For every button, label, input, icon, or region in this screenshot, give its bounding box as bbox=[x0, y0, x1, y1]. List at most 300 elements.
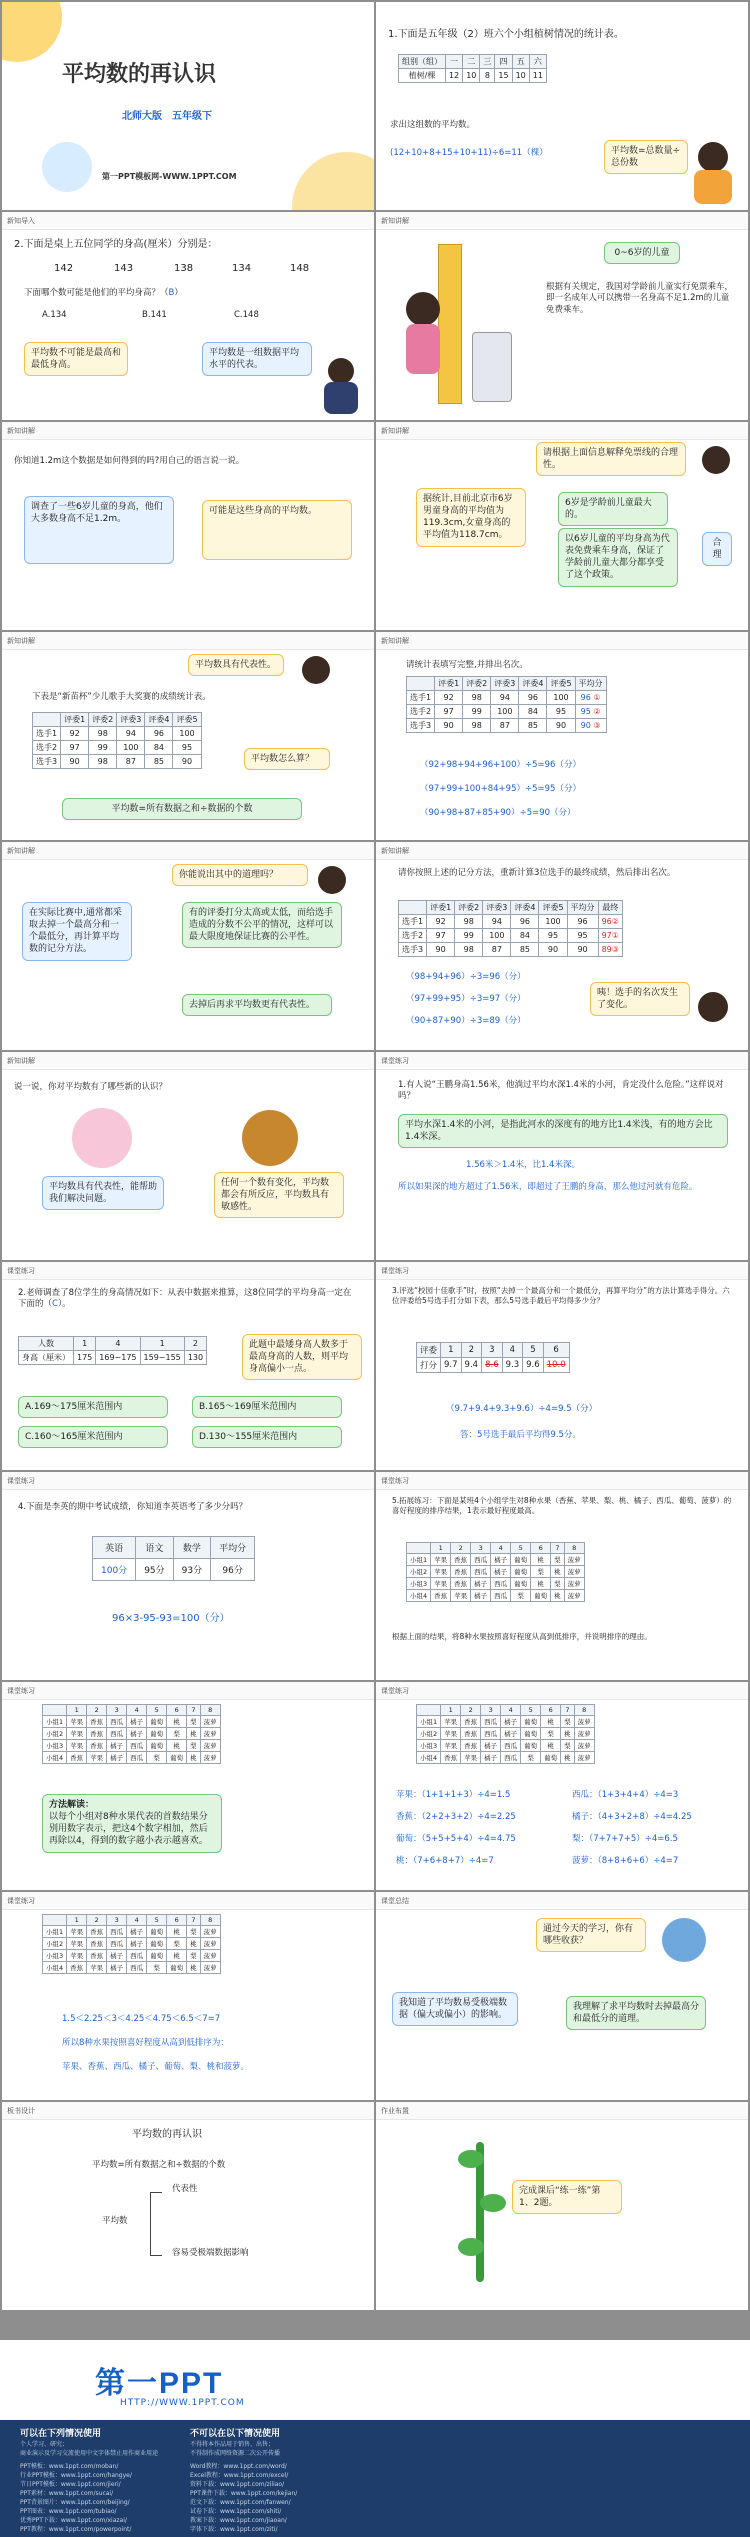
table-cell: 桃 bbox=[541, 1740, 561, 1752]
cannot-use-heading: 不可以在以下情况使用 bbox=[190, 2429, 281, 2439]
table-cell: 香蕉 bbox=[441, 1752, 461, 1764]
slide-fruit-averages[interactable] bbox=[376, 1682, 748, 1890]
table-cell: 1 bbox=[441, 1705, 461, 1716]
prompt: 求出这组数的平均数。 bbox=[390, 120, 476, 130]
table-cell: 菠萝 bbox=[200, 1938, 220, 1950]
slide-header-bar bbox=[376, 842, 748, 860]
slide-ranking[interactable] bbox=[376, 632, 748, 840]
slide-header-bar bbox=[2, 632, 374, 650]
footer-link[interactable]: 优秀PPT下载：www.1ppt.com/xiazai/ bbox=[20, 2517, 127, 2524]
table-cell: 5 bbox=[147, 1915, 167, 1926]
table-cell: 3 bbox=[471, 1543, 491, 1554]
table-cell: 橘子 bbox=[481, 1740, 501, 1752]
question: 下表是“新苗杯”少儿歌手大奖赛的成绩统计表。 bbox=[32, 692, 211, 702]
table-cell: 葡萄 bbox=[147, 1728, 167, 1740]
table-cell: 香蕉 bbox=[87, 1716, 107, 1728]
slide-new-understanding[interactable] bbox=[2, 1052, 374, 1260]
height-ruler bbox=[438, 244, 462, 404]
table-cell: 葡萄 bbox=[147, 1740, 167, 1752]
table-cell: 梨 bbox=[147, 1752, 167, 1764]
bus-illustration bbox=[472, 332, 512, 402]
table-cell: 橘子 bbox=[107, 1740, 127, 1752]
footer-link[interactable]: PPT课件下载：www.1ppt.com/kejian/ bbox=[190, 2490, 298, 2497]
age-bubble: 0~6岁的儿童 bbox=[604, 242, 680, 264]
comparison: 1.5＜2.25＜3＜4.25＜4.75＜6.5＜7=7 bbox=[62, 2014, 221, 2024]
table-cell: 梨 bbox=[511, 1590, 531, 1602]
homework-text: 完成课后“练一练”第1、2题。 bbox=[512, 2180, 622, 2214]
conclusion: 所以如果深的地方超过了1.56米，即超过了王鹏的身高，那么他过河就有危险。 bbox=[398, 1182, 698, 1192]
table-cell: 7 bbox=[187, 1705, 201, 1716]
reason-bubble: 有的评委打分太高或太低，而给选手造成的分数不公平的情况，这样可以最大限度地保证比赛的公平性。 bbox=[182, 902, 342, 948]
answer-right: 任何一个数有变化，平均数都会有所反应，平均数具有敏感性。 bbox=[214, 1172, 344, 1218]
footer-link[interactable]: PPT素材：www.1ppt.com/sucai/ bbox=[20, 2490, 114, 2497]
table-cell: 梨 bbox=[561, 1716, 575, 1728]
conclusion: 合理 bbox=[702, 532, 732, 566]
table-cell: 西瓜 bbox=[481, 1728, 501, 1740]
slide-header-bar bbox=[376, 632, 748, 650]
table-cell: 菠萝 bbox=[564, 1578, 584, 1590]
table-cell: 小组3 bbox=[43, 1740, 67, 1752]
footer-link[interactable]: PPT教程：www.1ppt.com/powerpoint/ bbox=[20, 2526, 132, 2533]
table-cell: 菠萝 bbox=[574, 1716, 594, 1728]
table-cell: 西瓜 bbox=[491, 1590, 511, 1602]
table-cell bbox=[417, 1705, 441, 1716]
boy-figure-body bbox=[694, 170, 732, 204]
table-row bbox=[417, 1705, 595, 1716]
table-cell: 2 bbox=[451, 1543, 471, 1554]
equation: （9.7+9.4+9.3+9.6）÷4=9.5（分） bbox=[446, 1404, 598, 1414]
table-cell: 西瓜 bbox=[107, 1938, 127, 1950]
table-cell: 西瓜 bbox=[501, 1740, 521, 1752]
slide-tag: 新知讲解 bbox=[7, 1057, 35, 1065]
table-cell: 菠萝 bbox=[574, 1740, 594, 1752]
table-cell: 西瓜 bbox=[127, 1752, 147, 1764]
table-cell: 桃 bbox=[187, 1728, 201, 1740]
brace bbox=[150, 2192, 162, 2256]
option-d: D.130～155厘米范围内 bbox=[192, 1426, 342, 1448]
avg-grape: 葡萄：（5+5+5+4）÷4=4.75 bbox=[396, 1834, 516, 1844]
table-cell: 西瓜 bbox=[107, 1716, 127, 1728]
slide-header-bar bbox=[376, 1892, 748, 1910]
table-cell: 葡萄 bbox=[521, 1716, 541, 1728]
answer-right: 可能是这些身高的平均数。 bbox=[202, 500, 352, 560]
rabbit-figure bbox=[72, 1108, 132, 1168]
table-cell: 桃 bbox=[167, 1740, 187, 1752]
table-cell: 4 bbox=[491, 1543, 511, 1554]
table-cell: 小组4 bbox=[43, 1962, 67, 1974]
slide-header-bar bbox=[376, 1262, 748, 1280]
slide-summary[interactable] bbox=[376, 1892, 748, 2100]
conclusion-1: 所以8种水果按照喜好程度从高到低排序为： bbox=[62, 2038, 229, 2048]
table-cell: 梨 bbox=[167, 1728, 187, 1740]
table-cell: 橘子 bbox=[471, 1578, 491, 1590]
table-row bbox=[43, 1950, 221, 1962]
table-cell: 葡萄 bbox=[541, 1752, 561, 1764]
table-cell: 西瓜 bbox=[491, 1578, 511, 1590]
footer-link[interactable]: 行业PPT模板：www.1ppt.com/hangye/ bbox=[20, 2472, 132, 2479]
slide-english-score[interactable] bbox=[2, 1472, 374, 1680]
value: 143 bbox=[114, 263, 134, 274]
table-cell: 香蕉 bbox=[431, 1590, 451, 1602]
table-cell: 2 bbox=[87, 1915, 107, 1926]
table-cell: 香蕉 bbox=[87, 1728, 107, 1740]
table-cell: 1 bbox=[67, 1705, 87, 1716]
table-cell: 梨 bbox=[187, 1716, 201, 1728]
question: 5.拓展练习：下面是某班4个小组学生对8种水果（香蕉、苹果、梨、桃、橘子、西瓜、葡萄、菠萝）的喜好程度的排序结果，1表示最好程度最高。 bbox=[392, 1496, 732, 1516]
table-row bbox=[43, 1740, 221, 1752]
table-cell bbox=[43, 1705, 67, 1716]
question: 1.下面是五年级（2）班六个小组植树情况的统计表。 bbox=[388, 29, 624, 40]
table-cell: 梨 bbox=[541, 1728, 561, 1740]
table-row bbox=[43, 1962, 221, 1974]
table-cell: 西瓜 bbox=[127, 1740, 147, 1752]
table-cell bbox=[43, 1915, 67, 1926]
table-cell: 菠萝 bbox=[200, 1752, 220, 1764]
table-cell: 葡萄 bbox=[511, 1554, 531, 1566]
table-cell: 梨 bbox=[147, 1962, 167, 1974]
table-cell: 橘子 bbox=[127, 1728, 147, 1740]
table-cell: 5 bbox=[147, 1705, 167, 1716]
table-cell: 苹果 bbox=[67, 1728, 87, 1740]
footer-link[interactable]: 节日PPT模板：www.1ppt.com/jieri/ bbox=[20, 2481, 121, 2488]
table-cell: 菠萝 bbox=[200, 1740, 220, 1752]
table-cell: 7 bbox=[187, 1915, 201, 1926]
prompt: 下面哪个数可能是他们的平均身高？（B） bbox=[24, 288, 183, 298]
table-cell: 香蕉 bbox=[461, 1716, 481, 1728]
equation-3: （90+87+90）÷3=89（分） bbox=[406, 1016, 526, 1026]
table-cell: 8 bbox=[200, 1915, 220, 1926]
equation-2: （97+99+100+84+95）÷5=95（分） bbox=[420, 784, 581, 794]
slide-scoring-reason[interactable] bbox=[2, 842, 374, 1050]
slide-tag: 课堂练习 bbox=[7, 1267, 35, 1275]
boy-figure bbox=[698, 142, 728, 172]
option-c: C.148 bbox=[234, 310, 259, 320]
table-cell: 西瓜 bbox=[127, 1962, 147, 1974]
table-cell: 葡萄 bbox=[167, 1962, 187, 1974]
slide-eight-students[interactable] bbox=[2, 1262, 374, 1470]
slide-tag: 课堂练习 bbox=[381, 1687, 409, 1695]
fruit-table bbox=[42, 1704, 221, 1764]
slide-singer-score[interactable] bbox=[376, 1262, 748, 1470]
table-cell: 橘子 bbox=[491, 1554, 511, 1566]
table-cell: 香蕉 bbox=[67, 1962, 87, 1974]
table-cell: 菠萝 bbox=[564, 1554, 584, 1566]
avg-watermelon: 西瓜：（1+3+4+4）÷4=3 bbox=[572, 1790, 679, 1800]
teacher-figure bbox=[702, 446, 730, 474]
child-figure-body bbox=[406, 324, 440, 374]
table-cell: 7 bbox=[561, 1705, 575, 1716]
table-cell: 橘子 bbox=[127, 1926, 147, 1938]
table-cell: 苹果 bbox=[67, 1740, 87, 1752]
board-root: 平均数 bbox=[102, 2216, 128, 2226]
slide-tag: 新知讲解 bbox=[381, 427, 409, 435]
board-title: 平均数的再认识 bbox=[132, 2129, 202, 2140]
slide-header-bar bbox=[2, 1892, 374, 1910]
table-cell: 桃 bbox=[167, 1950, 187, 1962]
avg-pineapple: 菠萝：（8+8+6+6）÷4=7 bbox=[572, 1856, 679, 1866]
footer-link[interactable]: 教案下载：www.1ppt.com/jiaoan/ bbox=[190, 2517, 287, 2524]
table-cell: 8 bbox=[200, 1705, 220, 1716]
table-row bbox=[407, 1578, 585, 1590]
teacher-figure bbox=[318, 866, 346, 894]
slide-fruit-ranking[interactable] bbox=[376, 1472, 748, 1680]
slide-header-bar bbox=[2, 2102, 374, 2120]
slide-tag: 新知讲解 bbox=[7, 637, 35, 645]
table-row bbox=[417, 1728, 595, 1740]
slide-tree-planting[interactable] bbox=[376, 2, 748, 210]
table-cell: 橘子 bbox=[107, 1950, 127, 1962]
table-cell: 苹果 bbox=[441, 1728, 461, 1740]
equation-3: （90+98+87+85+90）÷5=90（分） bbox=[420, 808, 576, 818]
slide-tag: 新知讲解 bbox=[381, 847, 409, 855]
table-cell: 梨 bbox=[521, 1752, 541, 1764]
table-cell: 苹果 bbox=[87, 1752, 107, 1764]
table-cell: 橘子 bbox=[127, 1716, 147, 1728]
slide-tag: 课堂总结 bbox=[381, 1897, 409, 1905]
table-cell: 小组2 bbox=[417, 1728, 441, 1740]
footer bbox=[0, 2340, 750, 2537]
student-figure bbox=[662, 1918, 706, 1962]
table-cell: 香蕉 bbox=[451, 1554, 471, 1566]
table-cell: 苹果 bbox=[431, 1578, 451, 1590]
value: 142 bbox=[54, 263, 74, 274]
slide-fruit-order[interactable] bbox=[2, 1892, 374, 2100]
table-cell: 菠萝 bbox=[200, 1728, 220, 1740]
table-cell: 桃 bbox=[551, 1566, 565, 1578]
table-cell: 西瓜 bbox=[127, 1950, 147, 1962]
table-cell: 葡萄 bbox=[531, 1590, 551, 1602]
table-row bbox=[407, 1554, 585, 1566]
table-cell: 橘子 bbox=[127, 1938, 147, 1950]
table-cell: 6 bbox=[167, 1915, 187, 1926]
table-cell: 苹果 bbox=[67, 1716, 87, 1728]
table-cell: 小组4 bbox=[407, 1590, 431, 1602]
question: 你知道1.2m这个数据是如何得到的吗?用自己的语言说一说。 bbox=[14, 456, 245, 466]
table-cell: 香蕉 bbox=[451, 1566, 471, 1578]
table-cell: 葡萄 bbox=[147, 1938, 167, 1950]
table-row bbox=[407, 1543, 585, 1554]
slide-board-design[interactable] bbox=[2, 2102, 374, 2310]
table-cell: 3 bbox=[107, 1705, 127, 1716]
slide-heights[interactable] bbox=[2, 212, 374, 420]
table-cell: 菠萝 bbox=[564, 1566, 584, 1578]
tip-bubble: 平均数具有代表性。 bbox=[188, 654, 284, 676]
slide-recalculate[interactable] bbox=[376, 842, 748, 1050]
footer-link[interactable]: PPT图表：www.1ppt.com/tubiao/ bbox=[20, 2508, 117, 2515]
slide-tag: 作业布置 bbox=[381, 2107, 409, 2115]
leaf-icon bbox=[480, 2194, 506, 2212]
slide-method[interactable] bbox=[2, 1682, 374, 1890]
slide-how-measured[interactable] bbox=[2, 422, 374, 630]
table-cell: 小组2 bbox=[43, 1728, 67, 1740]
prompt-bubble: 请根据上面信息解释免票线的合理性。 bbox=[536, 442, 686, 476]
table-cell: 梨 bbox=[187, 1950, 201, 1962]
table-cell: 西瓜 bbox=[107, 1926, 127, 1938]
table-cell: 桃 bbox=[187, 1962, 201, 1974]
logo-url: HTTP://WWW.1PPT.COM bbox=[120, 2398, 245, 2408]
table-cell: 菠萝 bbox=[200, 1716, 220, 1728]
footer-bar bbox=[0, 2420, 750, 2537]
table-cell: 2 bbox=[87, 1705, 107, 1716]
slide-tag: 新知讲解 bbox=[7, 427, 35, 435]
option-a: A.134 bbox=[42, 310, 67, 320]
slide-singer-table[interactable] bbox=[2, 632, 374, 840]
table-cell: 梨 bbox=[551, 1554, 565, 1566]
avg-apple: 苹果：（1+1+1+3）÷4=1.5 bbox=[396, 1790, 511, 1800]
slide-header-bar bbox=[376, 212, 748, 230]
footer-link[interactable]: PPT背景图片：www.1ppt.com/beijing/ bbox=[20, 2499, 130, 2506]
table-row bbox=[407, 1566, 585, 1578]
fruit-table bbox=[416, 1704, 595, 1764]
table-cell: 苹果 bbox=[441, 1716, 461, 1728]
table-cell: 苹果 bbox=[67, 1926, 87, 1938]
cannot-use-text: 不得将本作品用于销售、出售； 不得制作成网络资源二次公开传播 bbox=[190, 2441, 281, 2457]
can-use-text: 个人学习、研究； 商业演示及学习交流使用中文字体禁止用作商业用途 bbox=[20, 2441, 159, 2457]
slide-reasonable[interactable] bbox=[376, 422, 748, 630]
footer-link[interactable]: Word教程：www.1ppt.com/word/ bbox=[190, 2463, 287, 2470]
table-cell: 橘子 bbox=[107, 1962, 127, 1974]
table-cell bbox=[407, 1543, 431, 1554]
table-cell: 小组3 bbox=[43, 1950, 67, 1962]
table-cell: 4 bbox=[127, 1705, 147, 1716]
decor-circle bbox=[42, 142, 92, 192]
child-figure bbox=[406, 292, 440, 326]
fruit-table bbox=[406, 1542, 585, 1602]
table-cell: 香蕉 bbox=[87, 1938, 107, 1950]
table-cell: 8 bbox=[564, 1543, 584, 1554]
judge-table: 评委 1 2 3 4 5 6 打分 9.7 9.4 8.6 9.3 9.6 10.0 bbox=[416, 1342, 570, 1373]
table-row bbox=[43, 1752, 221, 1764]
girl-figure-body bbox=[324, 382, 358, 414]
conclusion-bubble: 去掉后再求平均数更有代表性。 bbox=[182, 994, 332, 1016]
footer-link[interactable]: 试卷下载：www.1ppt.com/shiti/ bbox=[190, 2508, 282, 2515]
equation: 96×3-95-93=100（分） bbox=[112, 1613, 230, 1624]
avg-peach: 桃：（7+6+8+7）÷4=7 bbox=[396, 1856, 494, 1866]
table-cell: 5 bbox=[511, 1543, 531, 1554]
slide-ticket-rule[interactable] bbox=[376, 212, 748, 420]
table-cell: 西瓜 bbox=[471, 1554, 491, 1566]
table-cell: 桃 bbox=[167, 1926, 187, 1938]
prompt: 根据上面的结果，将8种水果按照喜好程度从高到低排序，并说明排序的理由。 bbox=[392, 1632, 652, 1641]
footer-link[interactable]: 资料下载：www.1ppt.com/ziliao/ bbox=[190, 2481, 285, 2488]
avg-orange: 橘子：（4+3+2+8）÷4=4.25 bbox=[572, 1812, 692, 1822]
slide-tag: 课堂练习 bbox=[7, 1897, 35, 1905]
table-cell: 小组1 bbox=[407, 1554, 431, 1566]
table-cell: 6 bbox=[531, 1543, 551, 1554]
tip-left: 平均数不可能是最高和最低身高。 bbox=[24, 342, 128, 376]
table-cell: 6 bbox=[167, 1705, 187, 1716]
table-cell: 葡萄 bbox=[521, 1728, 541, 1740]
option-b: B.165～169厘米范围内 bbox=[192, 1396, 342, 1418]
table-cell: 葡萄 bbox=[167, 1752, 187, 1764]
footer-link[interactable]: 范文下载：www.1ppt.com/fanwen/ bbox=[190, 2499, 291, 2506]
table-cell: 苹果 bbox=[431, 1566, 451, 1578]
method-bubble: 方法解读： 以每个小组对8种水果代表的首数结果分别用数字表示，把这4个数字相加，然后再除以4，得到的数字越小表示越喜欢。 bbox=[42, 1794, 222, 1853]
table-row bbox=[43, 1926, 221, 1938]
avg-pear: 梨：（7+7+7+5）÷4=6.5 bbox=[572, 1834, 678, 1844]
table-cell: 香蕉 bbox=[87, 1950, 107, 1962]
slide-header-bar bbox=[2, 422, 374, 440]
table-cell: 西瓜 bbox=[481, 1716, 501, 1728]
table-cell: 小组3 bbox=[407, 1578, 431, 1590]
table-cell: 西瓜 bbox=[107, 1728, 127, 1740]
table-cell: 小组2 bbox=[407, 1566, 431, 1578]
table-cell: 1 bbox=[431, 1543, 451, 1554]
leaf-icon bbox=[458, 2150, 484, 2168]
table-cell: 8 bbox=[574, 1705, 594, 1716]
method-bubble: 在实际比赛中,通常都采取去掉一个最高分和一个最低分，再计算平均数的记分方法。 bbox=[22, 902, 132, 961]
footer-link[interactable]: Excel教程：www.1ppt.com/excel/ bbox=[190, 2472, 289, 2479]
links-column bbox=[20, 2462, 132, 2534]
rule-text: 根据有关规定，我国对学龄前儿童实行免票乘车，即一名成年人可以携带一名身高不足1.2m的儿童免费乘车。 bbox=[546, 282, 734, 315]
score-table: 评委1 评委2 评委3 评委4 评委5 选手1 92 98 94 96 100 选手2 97 99 100 84 95 选手3 90 98 87 85 90 bbox=[32, 712, 202, 769]
table-cell: 菠萝 bbox=[574, 1728, 594, 1740]
slide-homework[interactable] bbox=[376, 2102, 748, 2310]
formula-bubble: 平均数=所有数据之和÷数据的个数 bbox=[62, 798, 302, 820]
table-cell: 小组1 bbox=[43, 1716, 67, 1728]
slide-tag: 课堂练习 bbox=[7, 1687, 35, 1695]
reason-bubble: 以6岁儿童的平均身高为代表免费乘车身高，保证了学龄前儿童大都分都享受了这个政策。 bbox=[558, 528, 678, 587]
table-cell: 小组1 bbox=[43, 1926, 67, 1938]
slide-tag: 板书设计 bbox=[7, 2107, 35, 2115]
equation-1: （92+98+94+96+100）÷5=96（分） bbox=[420, 760, 581, 770]
question-bubble: 你能说出其中的道理吗？ bbox=[172, 864, 308, 886]
slide-header-bar bbox=[376, 1052, 748, 1070]
table-cell: 4 bbox=[127, 1915, 147, 1926]
table-cell: 6 bbox=[541, 1705, 561, 1716]
table-cell: 2 bbox=[461, 1705, 481, 1716]
board-formula: 平均数=所有数据之和÷数据的个数 bbox=[92, 2160, 226, 2170]
table-cell: 5 bbox=[521, 1705, 541, 1716]
table-cell: 桃 bbox=[541, 1716, 561, 1728]
table-cell: 苹果 bbox=[87, 1962, 107, 1974]
answer-right: 我理解了求平均数时去掉最高分和最低分的道理。 bbox=[566, 1996, 706, 2030]
tip-bubble: 平均数=总数量÷总份数 bbox=[604, 140, 688, 174]
slide-header-bar bbox=[2, 1472, 374, 1490]
slide-title[interactable] bbox=[2, 2, 374, 210]
slide-tag: 课堂练习 bbox=[381, 1267, 409, 1275]
table-cell: 橘子 bbox=[491, 1566, 511, 1578]
slide-river-depth[interactable] bbox=[376, 1052, 748, 1260]
slide-header-bar bbox=[2, 1682, 374, 1700]
monkey-figure bbox=[242, 1110, 298, 1166]
table-cell: 苹果 bbox=[441, 1740, 461, 1752]
table-cell: 4 bbox=[501, 1705, 521, 1716]
table-row bbox=[407, 1590, 585, 1602]
equation-1: （98+94+96）÷3=96（分） bbox=[406, 972, 526, 982]
value: 148 bbox=[290, 263, 310, 274]
table-row bbox=[417, 1752, 595, 1764]
slide-header-bar bbox=[2, 212, 374, 230]
table-cell: 3 bbox=[107, 1915, 127, 1926]
table-cell: 梨 bbox=[551, 1578, 565, 1590]
point-bubble: 6岁是学龄前儿童最大的。 bbox=[558, 492, 668, 526]
table-cell: 1 bbox=[67, 1915, 87, 1926]
slide-tag: 课堂练习 bbox=[7, 1477, 35, 1485]
table-cell: 菠萝 bbox=[200, 1926, 220, 1938]
avg-banana: 香蕉：（2+2+3+2）÷4=2.25 bbox=[396, 1812, 516, 1822]
table-cell: 桃 bbox=[551, 1590, 565, 1602]
planting-table: 组别（组） 一 二 三 四 五 六 植树/棵 12 10 8 15 10 11 bbox=[398, 54, 547, 83]
height-table: 人数 1 4 1 2 身高（厘米） 175 169~175 159~155 130 bbox=[18, 1336, 207, 1365]
table-cell: 橘子 bbox=[501, 1728, 521, 1740]
footer-link[interactable]: 字体下载：www.1ppt.com/ziti/ bbox=[190, 2526, 278, 2533]
footer-link[interactable]: PPT模板：www.1ppt.com/moban/ bbox=[20, 2463, 119, 2470]
table-cell: 7 bbox=[551, 1543, 565, 1554]
slide-tag: 新知讲解 bbox=[381, 217, 409, 225]
question: 3.评选“校园十佳歌手”时，按照“去掉一个最高分和一个最低分，再算平均分”的方法计算选手得分。六位评委给5号选手打分如下表，那么5号选手最后平均得多少分？ bbox=[392, 1286, 730, 1306]
table-cell: 苹果 bbox=[67, 1938, 87, 1950]
